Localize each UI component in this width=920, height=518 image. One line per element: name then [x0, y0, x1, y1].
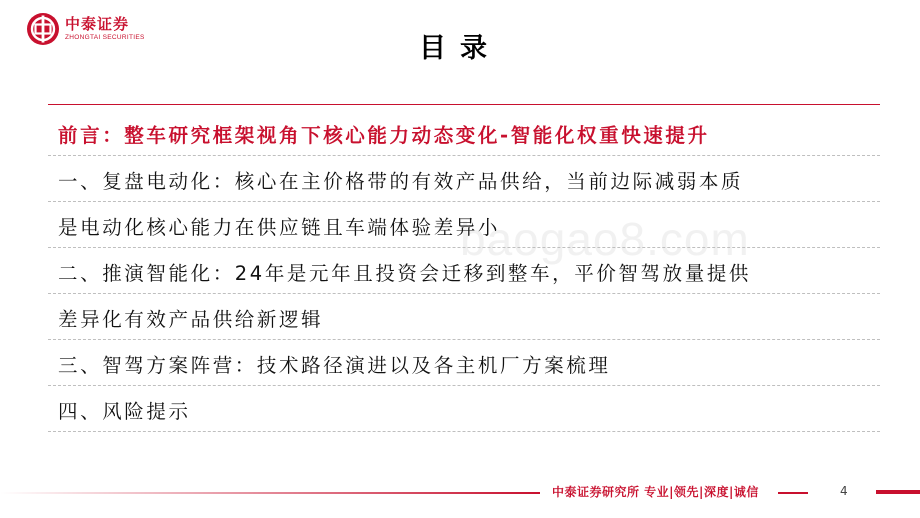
page-number: 4	[840, 484, 848, 498]
row-divider	[48, 431, 880, 432]
footer-slogan: 中泰证券研究所 专业|领先|深度|诚信	[552, 485, 759, 499]
page-title: 目录	[419, 33, 501, 64]
toc-item	[48, 340, 880, 386]
toc-item	[48, 110, 880, 156]
toc-item	[48, 156, 880, 202]
footer-accent-line	[0, 492, 540, 494]
toc-item-text: 是电动化核心能力在供应链且车端体验差异小	[58, 216, 501, 239]
toc-item-text: 二、推演智能化：24年是元年且投资会迁移到整车，平价智驾放量提供	[58, 262, 752, 285]
toc-item-text: 前言：整车研究框架视角下核心能力动态变化-智能化权重快速提升	[58, 124, 710, 147]
toc-top-divider	[48, 104, 880, 105]
toc-item	[48, 248, 880, 294]
logo-name-en: ZHONGTAI SECURITIES	[65, 33, 145, 41]
toc-item-text: 一、复盘电动化：核心在主价格带的有效产品供给，当前边际减弱本质	[58, 170, 744, 193]
toc-item-text: 差异化有效产品供给新逻辑	[58, 308, 324, 331]
toc-item	[48, 202, 880, 248]
corner-accent-bar	[876, 490, 920, 494]
toc-item-text: 四、风险提示	[58, 400, 191, 423]
toc-item	[48, 294, 880, 340]
logo-name-cn: 中泰证券	[65, 14, 130, 33]
watermark: baogao8.com	[460, 213, 750, 265]
toc-item	[48, 386, 880, 432]
footer-accent-line-right	[778, 492, 808, 494]
toc-item-text: 三、智驾方案阵营：技术路径演进以及各主机厂方案梳理	[58, 354, 611, 377]
